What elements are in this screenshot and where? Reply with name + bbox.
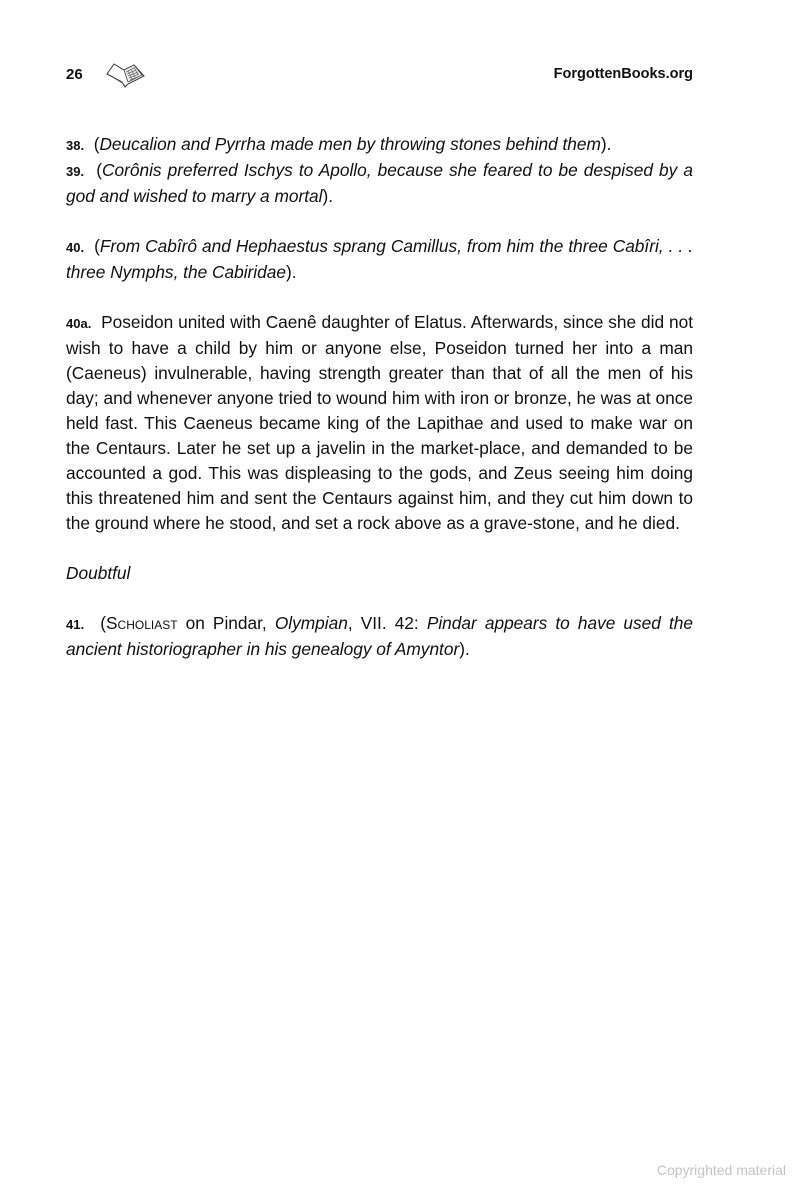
entry-number: 40a.	[66, 316, 92, 331]
scholiast-label: Scholiast	[106, 613, 178, 633]
entry-text: Pindar appears to have used the ancient historiographer in his genealogy of Amyntor	[66, 613, 693, 659]
site-name: ForgottenBooks.org	[553, 66, 693, 82]
entry-41: 41. (Scholiast on Pindar, Olympian, VII. 42: Pindar appears to have used the ancient historiographer in his genealogy of Amyntor).	[66, 613, 693, 659]
page-header	[66, 66, 693, 90]
entry-39: 39. (Corônis preferred Ischys to Apollo, because she feared to be despised by a god and wished to marry a mortal).	[66, 160, 693, 206]
entry-40a	[66, 310, 693, 536]
entry-text: Deucalion and Pyrrha made men by throwing stones behind them	[99, 134, 601, 154]
entry-number: 41.	[66, 617, 85, 632]
page-body	[66, 132, 693, 662]
entry-number: 39.	[66, 164, 85, 179]
copyright-watermark: Copyrighted material	[656, 1162, 786, 1178]
entry-text: Poseidon united with Caenê daughter of Elatus. Afterwards, since she did not wish to have a child by him or anyone else, Poseidon turned her into a man (Caeneus) invulnerable, having strength greater than that of all the men of his day; and whenever anyone tried to wound him with iron or bronze, he was at once held fast. This Caeneus became king of the Lapithae and used to make war on the Centaurs. Later he set up a javelin in the market-place, and demanded to be accounted a god. This was displeasing to the gods, and Zeus seeing him doing this threatened him and sent the Centaurs against him, and they cut him down to the ground where he stood, and set a rock above as a grave-stone, and he died.	[66, 312, 694, 533]
entry-text: From Cabîrô and Hephaestus sprang Camillus, from him the three Cabîri, . . . three Nymphs, the Cabiridae	[66, 236, 693, 282]
open-book-icon	[104, 60, 146, 88]
entry-38: 38. (Deucalion and Pyrrha made men by throwing stones behind them).	[66, 134, 612, 154]
entry-number: 40.	[66, 240, 85, 255]
entry-text: Corônis preferred Ischys to Apollo, because she feared to be despised by a god and wished to marry a mortal	[66, 160, 693, 206]
entry-40: 40. (From Cabîrô and Hephaestus sprang Camillus, from him the three Cabîri, . . . three Nymphs, the Cabiridae).	[66, 236, 693, 282]
section-heading: Doubtful	[66, 563, 131, 583]
page-number: 26	[66, 66, 83, 83]
entry-number: 38.	[66, 138, 85, 153]
